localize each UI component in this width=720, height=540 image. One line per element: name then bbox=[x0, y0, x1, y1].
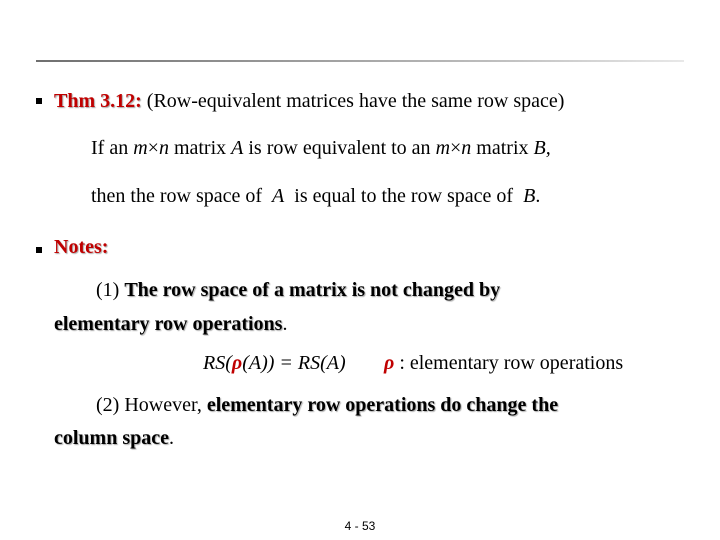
math-var: A bbox=[272, 185, 285, 207]
text-segment: matrix bbox=[168, 137, 232, 159]
top-divider bbox=[36, 60, 684, 62]
math-var: n bbox=[461, 137, 472, 159]
math-expression: (A)) = RS(A) bbox=[242, 352, 346, 374]
math-var: A bbox=[231, 137, 244, 159]
theorem-line-2 bbox=[91, 184, 540, 208]
text-segment: . bbox=[282, 313, 288, 335]
theorem-title: (Row-equivalent matrices have the same row space) bbox=[146, 90, 565, 112]
text-segment: . bbox=[535, 185, 541, 207]
formula-legend bbox=[384, 351, 623, 375]
text-segment: is equal to the row space of bbox=[284, 185, 524, 207]
math-expression: RS( bbox=[203, 352, 232, 374]
text-segment: . bbox=[169, 427, 174, 449]
math-var: m bbox=[133, 137, 148, 159]
notes-heading bbox=[54, 235, 108, 259]
math-var: B bbox=[523, 185, 536, 207]
note-emphasis: The row space of a matrix is not changed by bbox=[124, 279, 501, 301]
bullet-icon bbox=[36, 247, 42, 253]
note-emphasis: elementary row operations bbox=[54, 313, 283, 335]
text-segment: : elementary row operations bbox=[394, 352, 624, 374]
note-2-line-1 bbox=[96, 393, 558, 417]
math-symbol: × bbox=[450, 137, 462, 159]
note-number: (1) bbox=[96, 279, 125, 301]
notes-label: Notes: bbox=[54, 236, 109, 258]
text-segment: If an bbox=[91, 137, 134, 159]
bullet-icon bbox=[36, 98, 42, 104]
note-number: (2) However, bbox=[96, 394, 207, 416]
page-number: 4 - 53 bbox=[344, 519, 376, 533]
text-segment: matrix bbox=[471, 137, 534, 159]
theorem-line-1 bbox=[91, 136, 551, 160]
math-var: m bbox=[435, 137, 451, 159]
rho-symbol: ρ bbox=[384, 352, 395, 374]
theorem-heading bbox=[54, 89, 564, 113]
note-1-line-1 bbox=[96, 278, 500, 302]
rho-symbol: ρ bbox=[231, 352, 243, 374]
note-2-line-2 bbox=[54, 426, 174, 450]
math-var: B, bbox=[533, 137, 551, 159]
text-segment: is row equivalent to an bbox=[243, 137, 436, 159]
note-emphasis: elementary row operations do change the bbox=[206, 394, 559, 416]
theorem-label: Thm 3.12: bbox=[54, 90, 142, 112]
math-symbol: × bbox=[147, 137, 159, 159]
note-emphasis: column space bbox=[54, 427, 169, 449]
note-1-line-2 bbox=[54, 312, 287, 336]
text-segment: then the row space of bbox=[91, 185, 273, 207]
math-var: n bbox=[158, 137, 169, 159]
formula-line bbox=[203, 351, 346, 375]
